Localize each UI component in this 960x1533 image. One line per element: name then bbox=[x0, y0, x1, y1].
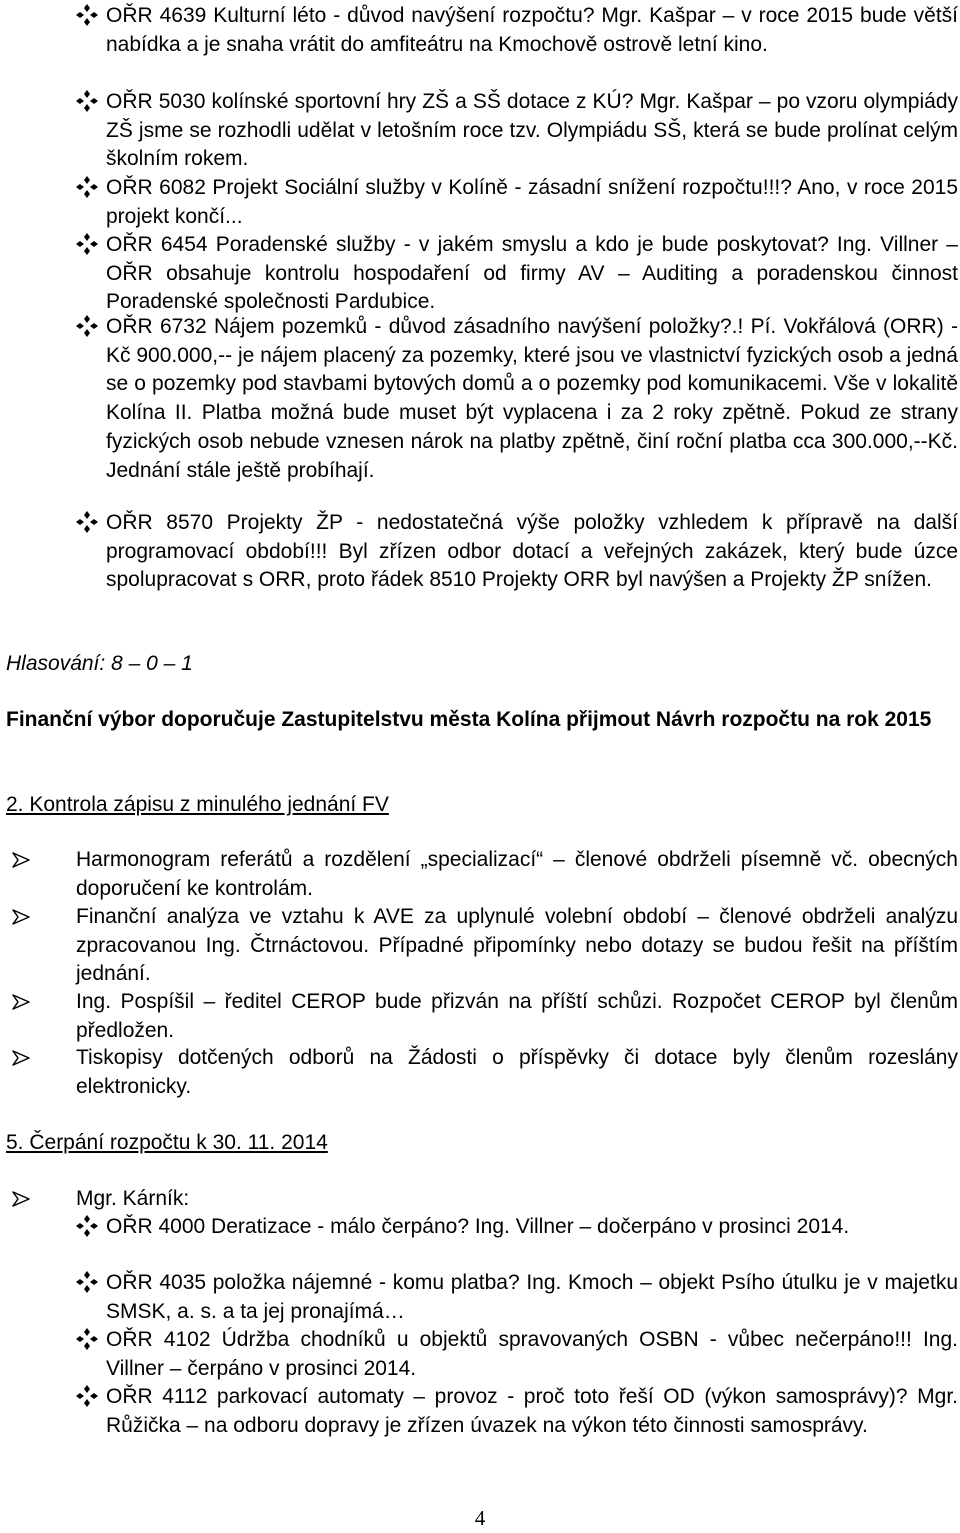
section-heading bbox=[6, 1129, 328, 1158]
four-diamond-bullet-icon bbox=[76, 4, 98, 26]
four-diamond-bullet-icon bbox=[76, 176, 98, 198]
four-diamond-bullet-icon bbox=[76, 233, 98, 255]
list-item-text: Finanční analýza ve vztahu k AVE za uplynulé volební období – členové obdrželi analýzu zpracovanou Ing. Čtrnáctovou. Případné připomínky nebo dotazy se budou řešit na příštím jednání. bbox=[76, 905, 958, 986]
list-item-text: OŘR 6454 Poradenské služby - v jakém smyslu a kdo je bude poskytovat? Ing. Villner – OŘR obsahuje kontrolu hospodaření od firmy AV – Auditing a poradenskou činnost Poradenské společnosti Pardubice. bbox=[106, 233, 958, 314]
list-item-text: Ing. Pospíšil – ředitel CEROP bude přizván na příští schůzi. Rozpočet CEROP byl členům předložen. bbox=[76, 990, 958, 1042]
four-diamond-bullet-icon bbox=[76, 1271, 98, 1293]
list-item-text: OŘR 4102 Údržba chodníků u objektů spravovaných OSBN - vůbec nečerpáno!!! Ing. Villner – čerpáno v prosinci 2014. bbox=[106, 1328, 958, 1380]
list-item-text: OŘR 8570 Projekty ŽP - nedostatečná výše položky vzhledem k přípravě na další programovací období!!! Byl zřízen odbor dotací a veřejných zakázek, který bude úzce spolupracovat s ORR, proto řádek 8510 Projekty ORR byl navýšen a Projekty ŽP snížen. bbox=[106, 511, 958, 592]
list-item-text: OŘR 4000 Deratizace - málo čerpáno? Ing. Villner – dočerpáno v prosinci 2014. bbox=[106, 1215, 850, 1238]
four-diamond-bullet-icon bbox=[76, 315, 98, 337]
page-number: 4 bbox=[474, 1506, 486, 1530]
arrowhead-bullet-icon bbox=[12, 994, 30, 1010]
four-diamond-bullet-icon bbox=[76, 1385, 98, 1407]
list-item-text: Harmonogram referátů a rozdělení „specializací“ – členové obdrželi písemně vč. obecných doporučení ke kontrolám. bbox=[76, 848, 958, 900]
list-item-text: OŘR 4112 parkovací automaty – provoz - proč toto řeší OD (výkon samosprávy)? Mgr. Růžička – na odboru dopravy je zřízen úvazek na výkon této činnosti samosprávy. bbox=[106, 1385, 958, 1437]
four-diamond-bullet-icon bbox=[76, 1215, 98, 1237]
arrowhead-bullet-icon bbox=[12, 909, 30, 925]
arrowhead-bullet-icon bbox=[12, 852, 30, 868]
four-diamond-bullet-icon bbox=[76, 90, 98, 112]
list-item-text: OŘR 4035 položka nájemné - komu platba? Ing. Kmoch – objekt Psího útulku je v majetku SMSK, a. s. a ta jej pronajímá… bbox=[106, 1271, 958, 1323]
four-diamond-bullet-icon bbox=[76, 511, 98, 533]
list-item-text: Mgr. Kárník: bbox=[76, 1187, 190, 1210]
four-diamond-bullet-icon bbox=[76, 1328, 98, 1350]
list-item-text: Tiskopisy dotčených odborů na Žádosti o příspěvky či dotace byly členům rozeslány elektronicky. bbox=[76, 1046, 958, 1098]
list-item-text: OŘR 4639 Kulturní léto - důvod navýšení rozpočtu? Mgr. Kašpar – v roce 2015 bude větší nabídka a je snaha vrátit do amfiteátru na Kmochově ostrově letní kino. bbox=[106, 4, 958, 56]
list-item-text: OŘR 5030 kolínské sportovní hry ZŠ a SŠ dotace z KÚ? Mgr. Kašpar – po vzoru olympiády ZŠ jsme se rozhodli udělat v letošním roce tzv. Olympiádu SŠ, která se bude prolínat celým školním rokem. bbox=[106, 90, 958, 171]
section-heading bbox=[6, 791, 389, 820]
section-heading-text: 2. Kontrola zápisu z minulého jednání FV bbox=[6, 793, 389, 816]
list-item-text: OŘR 6082 Projekt Sociální služby v Kolíně - zásadní snížení rozpočtu!!!? Ano, v roce 2015 projekt končí... bbox=[106, 176, 958, 228]
list-item-text: OŘR 6732 Nájem pozemků - důvod zásadního navýšení položky?.! Pí. Vokřálová (ORR) - Kč 900.000,-- je nájem placený za pozemky, které jsou ve vlastnictví fyzických osob a jedná se o pozemky pod stavbami bytových domů a o pozemky pod komunikacemi. Vše v lokalitě Kolína II. Platba možná bude muset být vyplacena i za 2 roky zpětně. Pokud ze strany fyzických osob nebude vznesen nárok na platby zpětně, činí roční platba cca 300.000,--Kč. Jednání stále ještě probíhají. bbox=[106, 315, 958, 482]
arrowhead-bullet-icon bbox=[12, 1050, 30, 1066]
section-heading-text: 5. Čerpání rozpočtu k 30. 11. 2014 bbox=[6, 1131, 328, 1154]
voting-result: Hlasování: 8 – 0 – 1 bbox=[6, 652, 193, 675]
arrowhead-bullet-icon bbox=[12, 1191, 30, 1207]
recommendation: Finanční výbor doporučuje Zastupitelstvu města Kolína přijmout Návrh rozpočtu na rok 2015 bbox=[6, 708, 932, 731]
